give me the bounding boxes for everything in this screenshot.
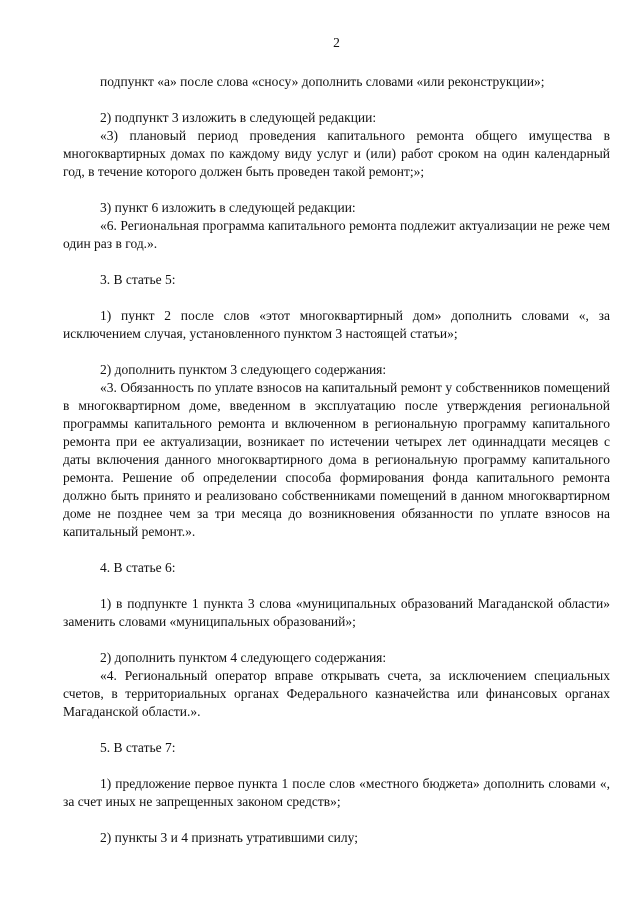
paragraph-subitem-a: подпункт «а» после слова «сносу» дополнить словами «или реконструкции»;: [100, 74, 545, 89]
paragraph-art7-item-1: 1) предложение первое пункта 1 после слов «местного бюджета» дополнить словами «, за счет иных не запрещенных законом средств»;: [63, 776, 610, 809]
paragraph-gap: [63, 631, 610, 649]
paragraph-art7-item-2: 2) пункты 3 и 4 признать утратившими силу;: [100, 830, 358, 845]
section-article-6-heading: 4. В статье 6:: [100, 560, 176, 575]
paragraph-gap: [63, 253, 610, 271]
paragraph-item-2-heading: 2) подпункт 3 изложить в следующей редакции:: [100, 110, 377, 125]
page-number: 2: [333, 35, 340, 50]
paragraph-gap: [63, 577, 610, 595]
paragraph-art5-item-2-text: «3. Обязанность по уплате взносов на капитальный ремонт у собственников помещений в многоквартирном доме, введенном в эксплуатацию после утверждения региональной программы капитального ремонта и включенном в региональную программу капитального ремонта при ее актуализации, возникает по истечении четырех лет одиннадцати месяцев с даты включения данного многоквартирного дома в региональную программу капитального ремонта. Решение об определении способа формирования фонда капитального ремонта должно быть принято и реализовано собственниками помещений в данном многоквартирном доме не позднее чем за три месяца до возникновения обязанности по уплате взносов на капитальный ремонт.».: [63, 380, 610, 539]
document-page: [63, 34, 610, 847]
paragraph-art6-item-1: 1) в подпункте 1 пункта 3 слова «муниципальных образований Магаданской области» заменить словами «муниципальных образований»;: [63, 596, 610, 629]
section-article-7-heading: 5. В статье 7:: [100, 740, 176, 755]
paragraph-gap: [63, 289, 610, 307]
paragraph-gap: [63, 181, 610, 199]
paragraph-item-2-text: «3) плановый период проведения капитального ремонта общего имущества в многоквартирных домах по каждому виду услуг и (или) работ сроком на один календарный год, в течение которого должен быть проведен такой ремонт;»;: [63, 128, 610, 179]
paragraph-art6-item-2-heading: 2) дополнить пунктом 4 следующего содержания:: [100, 650, 387, 665]
section-article-5-heading: 3. В статье 5:: [100, 272, 176, 287]
paragraph-art6-item-2-text: «4. Региональный оператор вправе открывать счета, за исключением специальных счетов, в территориальных органах Федерального казначейства или финансовых органах Магаданской области.».: [63, 668, 610, 719]
paragraph-gap: [63, 91, 610, 109]
paragraph-item-3-text: «6. Региональная программа капитального ремонта подлежит актуализации не реже чем один раз в год.».: [63, 218, 610, 251]
paragraph-gap: [63, 343, 610, 361]
paragraph-gap: [63, 541, 610, 559]
paragraph-art5-item-2-heading: 2) дополнить пунктом 3 следующего содержания:: [100, 362, 387, 377]
paragraph-art5-item-1: 1) пункт 2 после слов «этот многоквартирный дом» дополнить словами «, за исключением случая, установленного пунктом 3 настоящей статьи»;: [63, 308, 610, 341]
paragraph-item-3-heading: 3) пункт 6 изложить в следующей редакции:: [100, 200, 356, 215]
paragraph-gap: [63, 721, 610, 739]
paragraph-gap: [63, 757, 610, 775]
paragraph-gap: [63, 811, 610, 829]
